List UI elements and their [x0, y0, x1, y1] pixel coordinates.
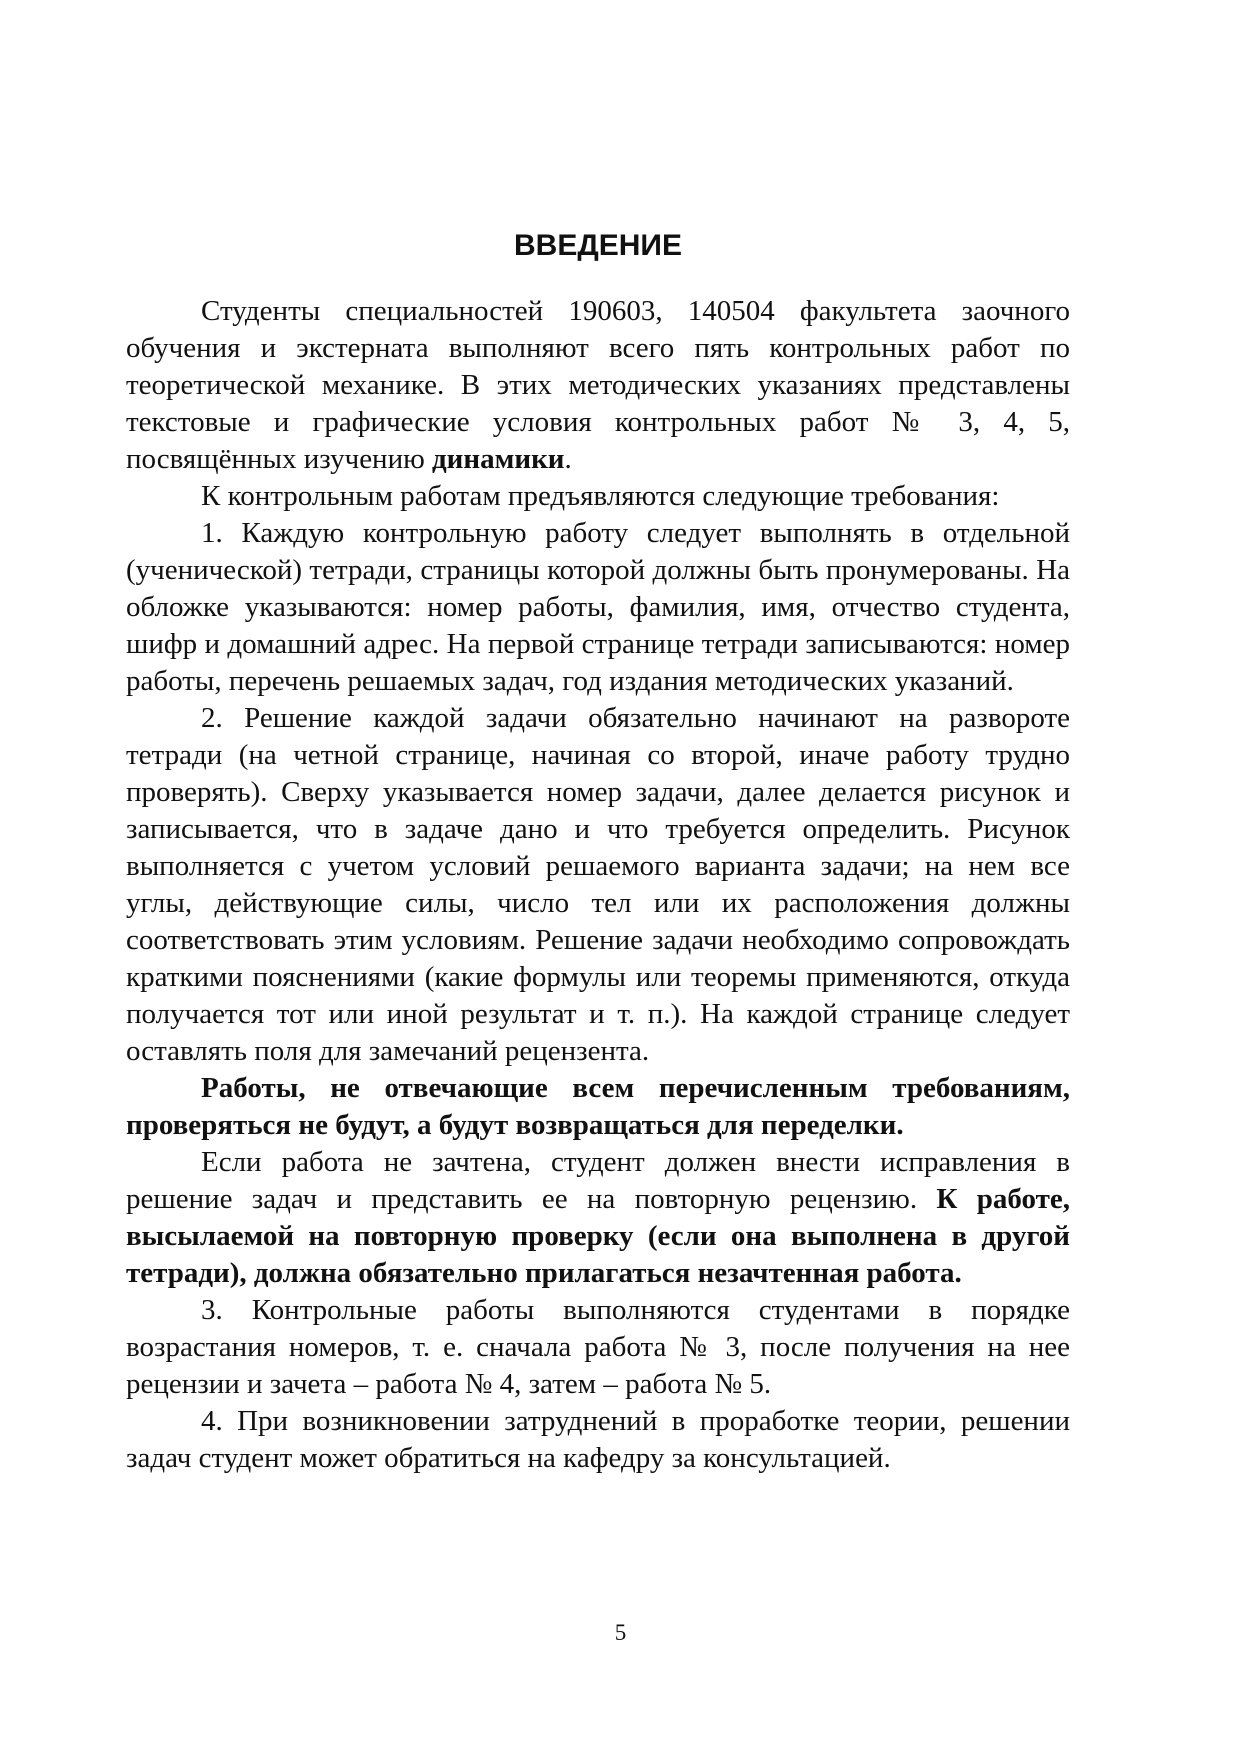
paragraph-warning: Работы, не отвечающие всем перечисленным требованиям, проверяться не будут, а будут возвращаться для переделки. — [126, 1072, 1070, 1141]
paragraph-intro-text: Студенты специальностей 190603, 140504 факультета заочного обучения и экстерната выполняют всего пять контрольных работ по теоретической механике. В этих методических указаниях представлены текстовые и графические условия контрольных работ № 3, 4, 5, посвящённых изучению — [126, 295, 1070, 475]
document-body — [126, 293, 1070, 1477]
paragraph-requirements-lead: К контрольным работам предъявляются следующие требования: — [201, 480, 1000, 512]
paragraph-resubmission-bold: К работе, высылаемой на повторную проверку (если она выполнена в другой тетради), должна обязательно прилагаться незачтенная работа. — [126, 1183, 1070, 1289]
paragraph-requirement-4: 4. При возникновении затруднений в проработке теории, решении задач студент может обратиться на кафедру за консультацией. — [126, 1405, 1070, 1474]
paragraph-intro-bold: динамики — [432, 443, 565, 475]
paragraph-resubmission — [126, 1144, 1070, 1292]
paragraph-requirement-3: 3. Контрольные работы выполняются студентами в порядке возрастания номеров, т. е. сначала работа № 3, после получения на нее рецензии и зачета – работа № 4, затем – работа № 5. — [126, 1294, 1070, 1400]
page-title: ВВЕДЕНИЕ — [514, 229, 682, 262]
paragraph-resubmission-text: Если работа не зачтена, студент должен внести исправления в решение задач и представить ее на повторную рецензию. — [126, 1146, 1070, 1215]
paragraph-requirement-1: 1. Каждую контрольную работу следует выполнять в отдельной (ученической) тетради, страницы которой должны быть пронумерованы. На обложке указываются: номер работы, фамилия, имя, отчество студента, шифр и домашний адрес. На первой странице тетради записываются: номер работы, перечень решаемых задач, год издания методических указаний. — [126, 517, 1070, 697]
paragraph-requirement-2: 2. Решение каждой задачи обязательно начинают на развороте тетради (на четной странице, начиная со второй, иначе работу трудно проверять). Сверху указывается номер задачи, далее делается рисунок и записывается, что в задаче дано и что требуется определить. Рисунок выполняется с учетом условий решаемого варианта задачи; на нем все углы, действующие силы, число тел или их расположения должны соответствовать этим условиям. Решение задачи необходимо сопровождать краткими пояснениями (какие формулы или теоремы применяются, откуда получается тот или иной результат и т. п.). На каждой странице следует оставлять поля для замечаний рецензента. — [126, 702, 1070, 1067]
paragraph-intro-end: . — [564, 443, 572, 475]
page-number: 5 — [614, 1620, 627, 1645]
paragraph-intro — [126, 293, 1070, 478]
